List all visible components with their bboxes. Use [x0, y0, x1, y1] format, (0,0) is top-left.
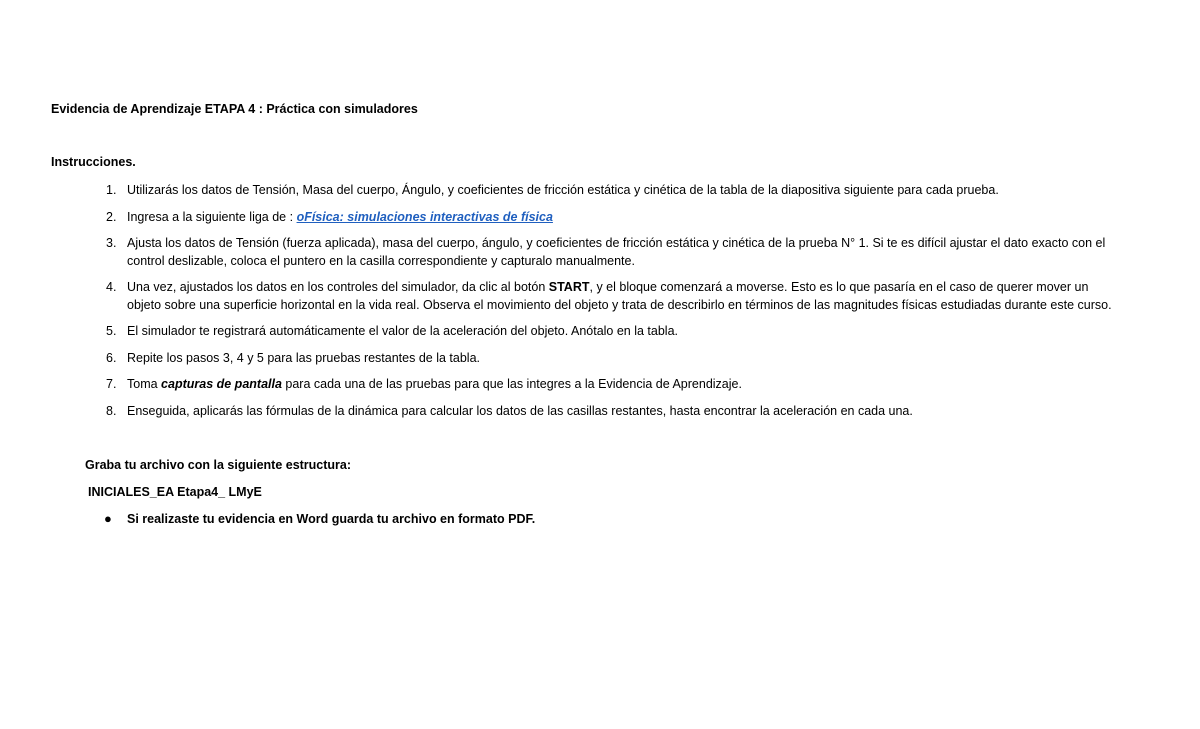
list-item-number: 3. — [106, 236, 117, 250]
save-structure-heading: Graba tu archivo con la siguiente estructura: — [85, 458, 352, 472]
list-item — [0, 323, 1117, 341]
list-item-number: 5. — [106, 324, 117, 338]
list-item-number: 4. — [106, 280, 117, 294]
pdf-note-text: Si realizaste tu evidencia en Word guarda tu archivo en formato PDF. — [127, 512, 536, 526]
list-item — [0, 376, 1117, 394]
instructions-heading: Instrucciones. — [51, 155, 136, 169]
list-item-text: Repite los pasos 3, 4 y 5 para las pruebas restantes de la tabla. — [127, 350, 480, 365]
list-item-text: Utilizarás los datos de Tensión, Masa del cuerpo, Ángulo, y coeficientes de fricción estática y cinética de la tabla de la diapositiva siguiente para cada prueba. — [127, 183, 999, 197]
list-item-text: Ajusta los datos de Tensión (fuerza aplicada), masa del cuerpo, ángulo, y coeficientes de fricción estática y cinética de la prueba N° 1. Si te es difícil ajustar el dato exacto con el control deslizable, coloca el puntero en la casilla correspondiente y capturalo manualmente. — [127, 236, 1106, 268]
list-item-text: Enseguida, aplicarás las fórmulas de la dinámica para calcular los datos de las casillas restantes, hasta encontrar la aceleración en cada una. — [127, 403, 913, 418]
list-item — [0, 279, 1117, 314]
list-item-text: , y el bloque comenzará a moverse. Esto es lo que pasaría en el caso de querer mover un objeto sobre una superficie horizontal en la vida real. Observa el movimiento del objeto y trata de describirlo en términos de las magnitudes físicas estudiadas durante este curso. — [127, 280, 1112, 312]
list-item — [0, 403, 1117, 421]
document-title: Evidencia de Aprendizaje ETAPA 4 : Práctica con simuladores — [51, 102, 418, 116]
bullet-icon: ● — [104, 511, 112, 526]
ofisica-link[interactable]: oFísica: simulaciones interactivas de física — [296, 209, 553, 224]
list-item — [0, 235, 1117, 270]
list-item-text: Ingresa a la siguiente liga de : — [127, 209, 297, 224]
list-item-number: 8. — [106, 403, 117, 418]
list-item — [0, 182, 1117, 200]
list-item — [0, 209, 1117, 227]
list-item-number: 1. — [106, 183, 117, 197]
list-item-text: para cada una de las pruebas para que las integres a la Evidencia de Aprendizaje. — [281, 377, 742, 391]
list-item-number: 2. — [106, 209, 117, 224]
list-item-number: 7. — [106, 377, 117, 391]
filename-format: INICIALES_EA Etapa4_ LMyE — [88, 485, 262, 499]
start-keyword: START — [548, 280, 590, 294]
instructions-list — [0, 182, 1200, 429]
list-item — [0, 350, 1117, 368]
list-item-text: El simulador te registrará automáticamente el valor de la aceleración del objeto. Anótalo en la tabla. — [127, 324, 679, 338]
list-item-text: Una vez, ajustados los datos en los controles del simulador, da clic al botón — [127, 280, 549, 294]
list-item-number: 6. — [106, 350, 117, 365]
list-item-text: Toma — [127, 377, 162, 391]
screenshot-emphasis: capturas de pantalla — [161, 377, 282, 391]
